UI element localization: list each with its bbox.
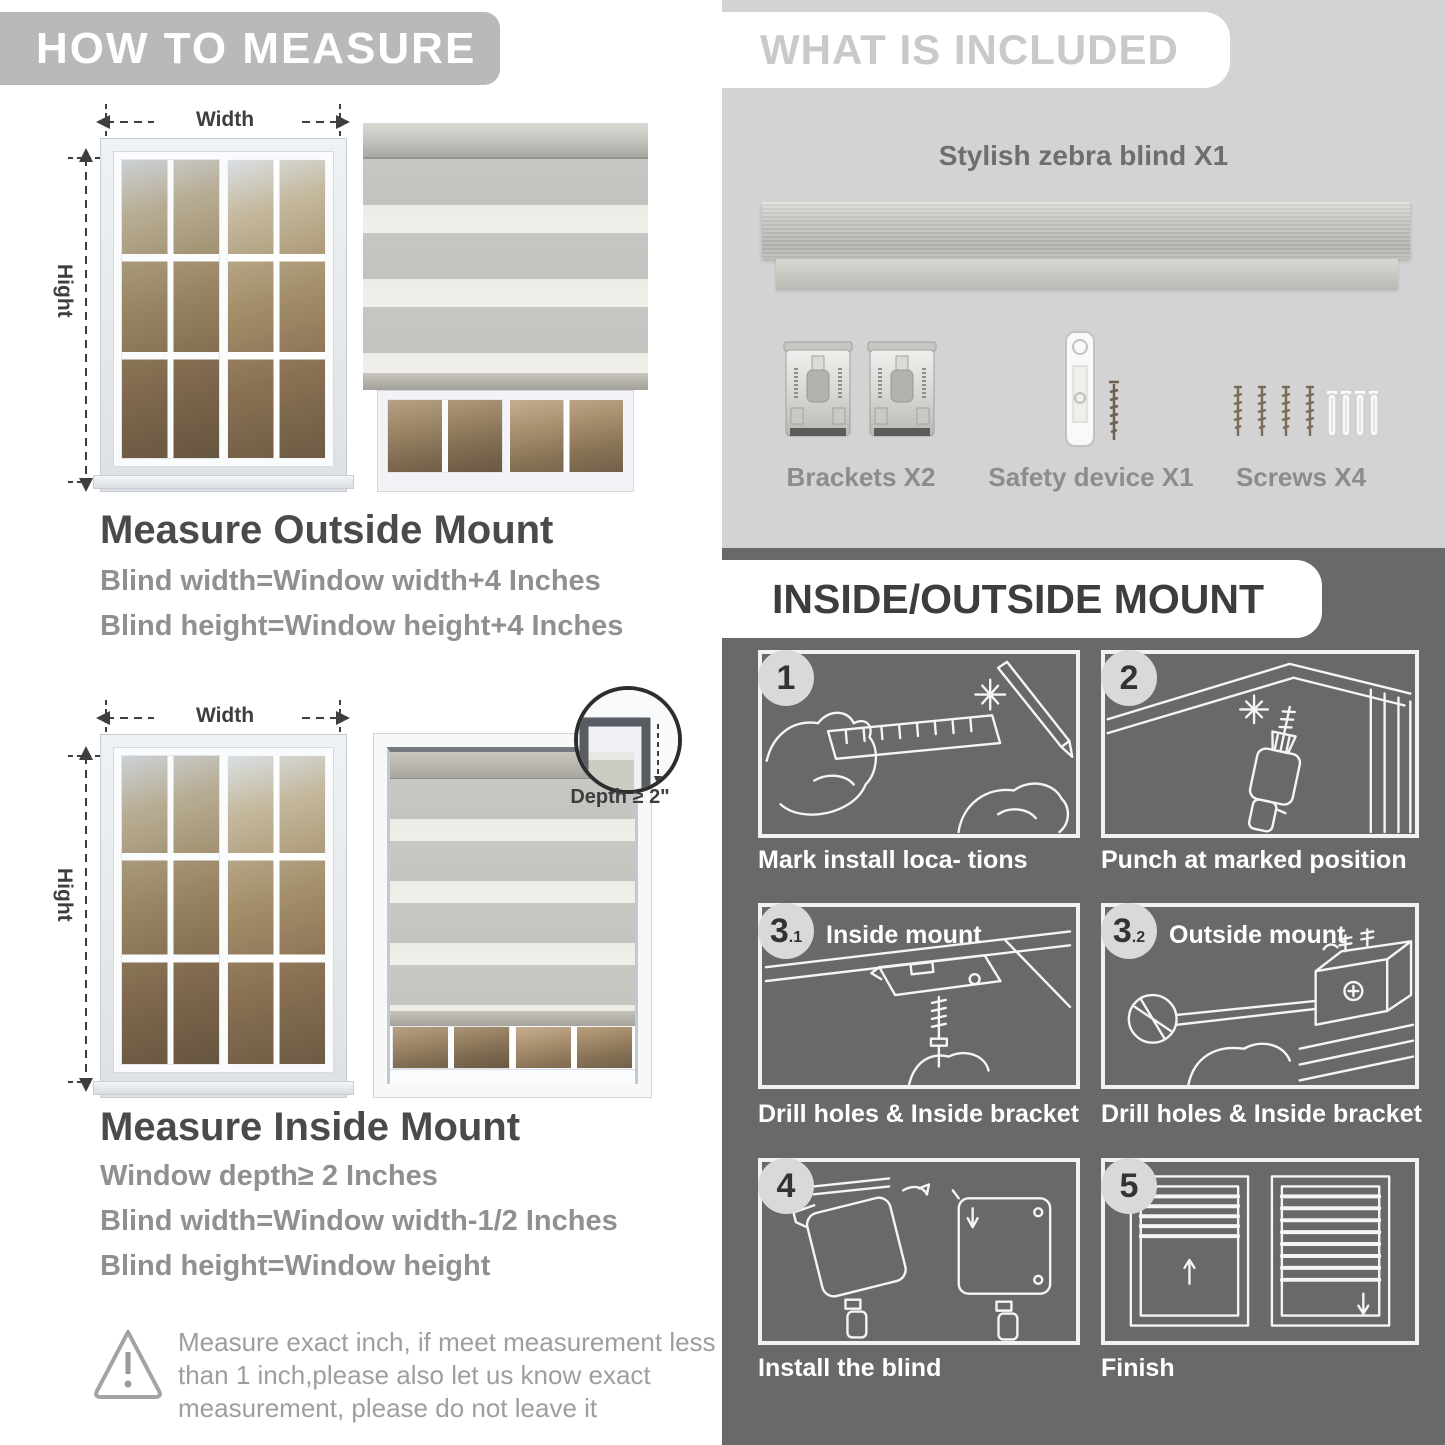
window-sill <box>93 475 354 489</box>
item-label-brackets: Brackets X2 <box>786 462 936 492</box>
window-image-inside <box>100 734 347 1098</box>
window-sash <box>387 399 503 473</box>
blind-bottom-rail <box>363 373 648 390</box>
product-label: Stylish zebra blind X1 <box>938 140 1229 171</box>
blind-headrail-image <box>762 202 1410 259</box>
step-box-5 <box>1101 1158 1419 1345</box>
warning-text-line-2: than 1 inch,please also let us know exact <box>178 1360 651 1390</box>
step-caption-3-2: Drill holes & Inside bracket <box>1101 1100 1422 1128</box>
step-box-2 <box>1101 650 1419 838</box>
outside-mount-title: Measure Outside Mount <box>100 508 554 552</box>
step-number: 1 <box>776 659 796 697</box>
step-box-3-1 <box>758 903 1080 1089</box>
step-number-sub: .1 <box>788 929 803 946</box>
window-below-blind <box>390 1026 635 1069</box>
step-caption-4: Install the blind <box>758 1354 942 1382</box>
blind-stripes <box>390 779 635 1011</box>
included-header-tab <box>722 12 1230 88</box>
how-to-measure-header: HOW TO MEASURE <box>0 12 500 85</box>
step-box-4 <box>758 1158 1080 1345</box>
window-bottom-frame <box>390 1069 635 1084</box>
inside-mount-line-3: Blind height=Window height <box>100 1250 491 1282</box>
inside-mount-title: Measure Inside Mount <box>100 1105 521 1149</box>
step-badge <box>1101 650 1157 706</box>
window-below-blind <box>377 390 634 492</box>
screws-image <box>1226 384 1378 442</box>
step-number: 2 <box>1119 659 1139 697</box>
window-corner-detail <box>578 690 678 790</box>
window-sash <box>121 755 220 1065</box>
step-badge <box>758 1158 814 1214</box>
warning-triangle-icon <box>92 1325 164 1401</box>
zebra-blind-image-outside <box>363 123 648 492</box>
step-title-outside-mount: Outside mount <box>1169 921 1346 949</box>
step-number: 5 <box>1119 1167 1139 1205</box>
window-sash <box>227 755 326 1065</box>
step-number: 3 <box>769 912 789 950</box>
window-sash <box>392 1026 510 1069</box>
warning-text-line-3: measurement, please do not leave it <box>178 1393 598 1423</box>
step-number-sub: .2 <box>1131 929 1146 946</box>
step-caption-1: Mark install loca- tions <box>758 846 1028 874</box>
inside-mount-line-2: Blind width=Window width-1/2 Inches <box>100 1205 618 1237</box>
width-label: Width <box>154 704 296 728</box>
mount-header-tab <box>722 560 1322 638</box>
blind-stripes <box>363 159 648 373</box>
height-label: Hight <box>52 258 76 324</box>
step-badge <box>1101 1158 1157 1214</box>
item-label-safety-device: Safety device X1 <box>988 462 1194 492</box>
step-badge <box>758 903 814 959</box>
step-number: 3 <box>1112 912 1132 950</box>
window-image-outside <box>100 138 347 492</box>
included-header: WHAT IS INCLUDED <box>760 26 1179 73</box>
item-label-screws: Screws X4 <box>1235 462 1367 492</box>
step-badge <box>1101 903 1157 959</box>
depth-callout-circle <box>574 686 682 794</box>
outside-mount-line-1: Blind width=Window width+4 Inches <box>100 565 601 597</box>
width-label: Width <box>154 108 296 132</box>
inside-mount-line-1: Window depth≥ 2 Inches <box>100 1160 438 1192</box>
step-number: 4 <box>776 1167 796 1205</box>
blind-cassette <box>363 123 648 159</box>
blind-bottomrail-image <box>776 259 1398 289</box>
window-frame <box>113 747 334 1073</box>
window-sash <box>227 159 326 459</box>
window-sill <box>93 1081 354 1095</box>
step-box-3-2 <box>1101 903 1419 1089</box>
depth-label: Depth ≥ 2" <box>570 786 670 808</box>
window-sash <box>121 159 220 459</box>
step-box-1 <box>758 650 1080 838</box>
warning-text-line-1: Measure exact inch, if meet measurement less <box>178 1327 716 1357</box>
brackets-image <box>783 340 937 446</box>
mount-header: INSIDE/OUTSIDE MOUNT <box>772 576 1265 622</box>
blind-bottom-rail <box>390 1011 635 1026</box>
step-caption-3-1: Drill holes & Inside bracket <box>758 1100 1079 1128</box>
height-label: Hight <box>52 862 76 928</box>
window-sash <box>509 399 625 473</box>
step-caption-5: Finish <box>1101 1354 1175 1382</box>
outside-mount-line-2: Blind height=Window height+4 Inches <box>100 610 624 642</box>
step-caption-2: Punch at marked position <box>1101 846 1407 874</box>
window-frame <box>113 151 334 467</box>
step-badge <box>758 650 814 706</box>
window-sash <box>515 1026 633 1069</box>
step-title-inside-mount: Inside mount <box>826 921 982 949</box>
safety-device-image <box>1058 330 1134 454</box>
